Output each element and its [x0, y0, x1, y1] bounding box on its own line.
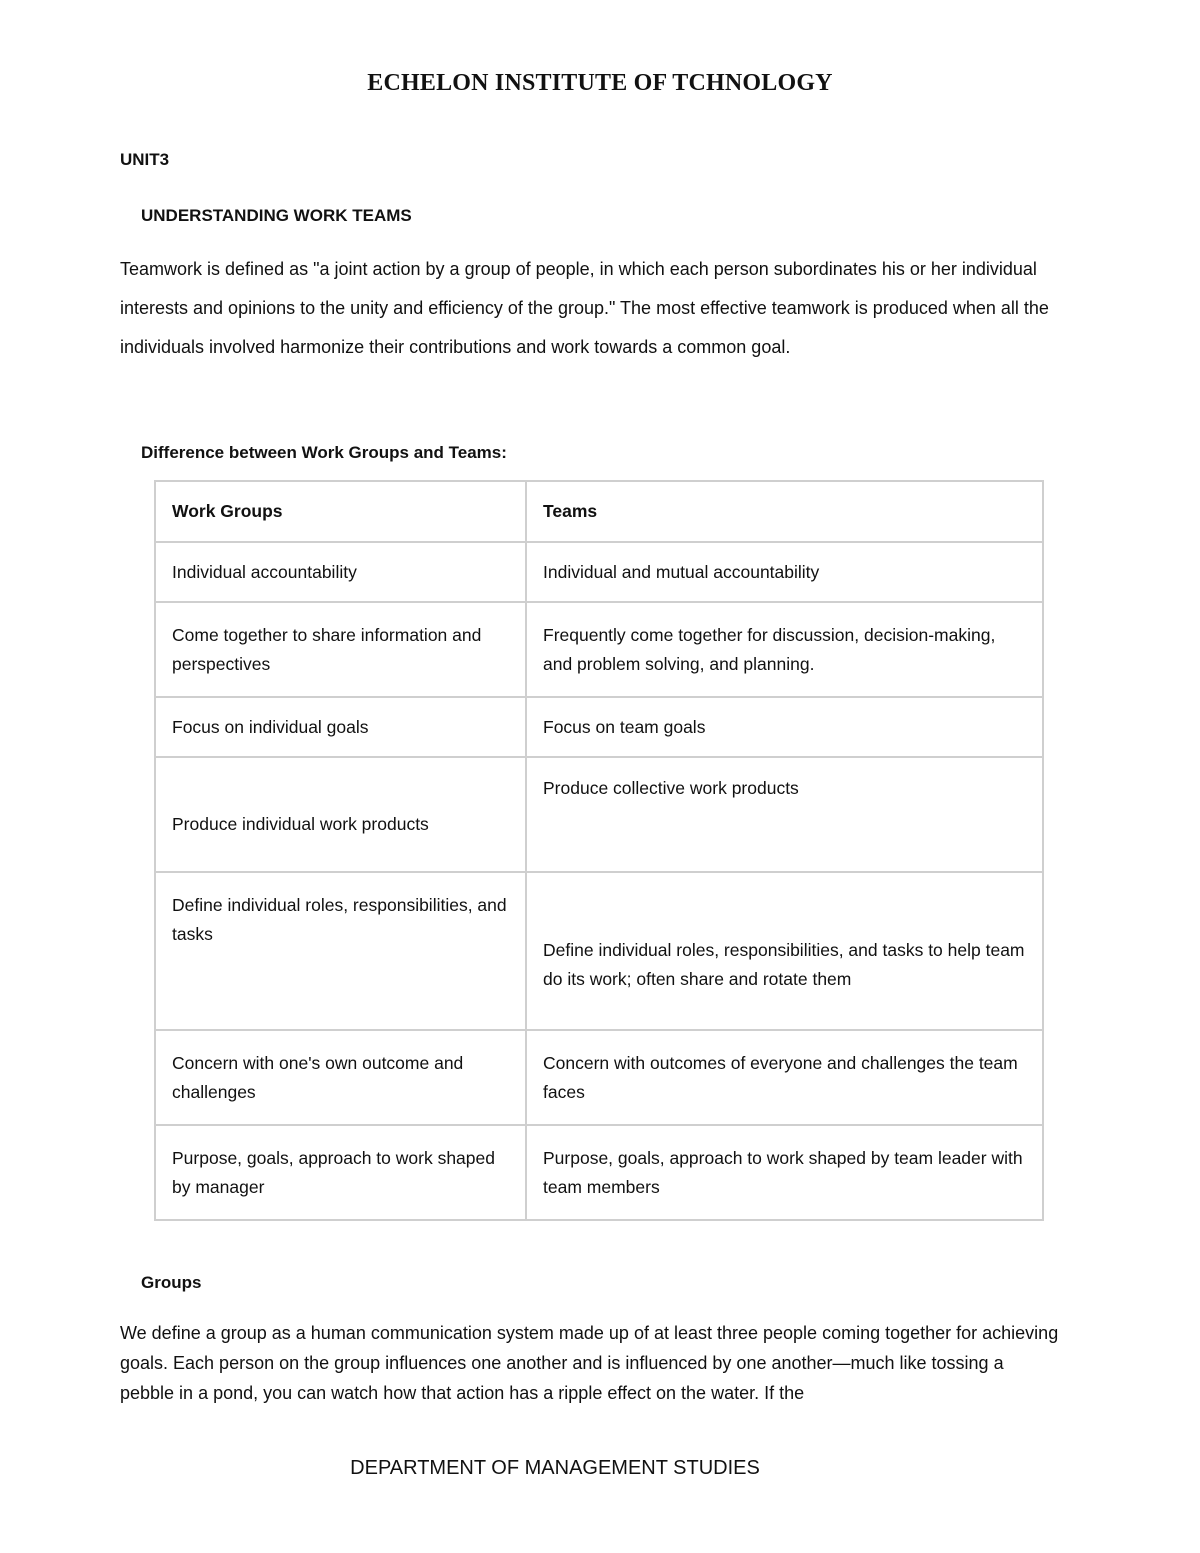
table-cell-work-groups: Concern with one's own outcome and challenges — [155, 1030, 526, 1125]
table-row — [155, 602, 1043, 697]
table-cell-teams: Concern with outcomes of everyone and challenges the team faces — [526, 1030, 1043, 1125]
table-header-row — [155, 481, 1043, 542]
unit-label: UNIT3 — [120, 150, 170, 169]
table-cell-work-groups: Focus on individual goals — [155, 697, 526, 757]
table-header-teams: Teams — [526, 481, 1043, 542]
table-cell-work-groups: Purpose, goals, approach to work shaped by manager — [155, 1125, 526, 1220]
groups-heading: Groups — [141, 1273, 202, 1292]
table-header-work-groups: Work Groups — [155, 481, 526, 542]
table-cell-teams: Individual and mutual accountability — [526, 542, 1043, 602]
table-cell-work-groups: Define individual roles, responsibilities, and tasks — [155, 872, 526, 1030]
table-cell-teams: Focus on team goals — [526, 697, 1043, 757]
institute-title: ECHELON INSTITUTE OF TCHNOLOGY — [367, 70, 833, 96]
table-row — [155, 542, 1043, 602]
table-cell-teams: Define individual roles, responsibilities, and tasks to help team do its work; often share and rotate them — [526, 872, 1043, 1030]
difference-heading: Difference between Work Groups and Teams: — [141, 443, 507, 462]
intro-paragraph: Teamwork is defined as "a joint action by a group of people, in which each person subordinates his or her individual interests and opinions to the unity and efficiency of the group." The most effective teamwork is produced when all the individuals involved harmonize their contributions and work towards a common goal. — [120, 259, 1049, 357]
table-row — [155, 757, 1043, 872]
table-row — [155, 697, 1043, 757]
comparison-table — [154, 480, 1044, 1221]
table-row — [155, 1030, 1043, 1125]
groups-paragraph: We define a group as a human communication system made up of at least three people coming together for achieving goals. Each person on the group influences one another and is influenced by one another—much like tossing a pebble in a pond, you can watch how that action has a ripple effect on the water. If the — [120, 1323, 1059, 1403]
table-cell-teams: Frequently come together for discussion, decision-making, and problem solving, and planning. — [526, 602, 1043, 697]
table-cell-teams: Purpose, goals, approach to work shaped by team leader with team members — [526, 1125, 1043, 1220]
section-heading: UNDERSTANDING WORK TEAMS — [141, 206, 412, 225]
table-cell-work-groups: Come together to share information and perspectives — [155, 602, 526, 697]
table-cell-teams: Produce collective work products — [526, 757, 1043, 872]
table-row — [155, 1125, 1043, 1220]
department-footer: DEPARTMENT OF MANAGEMENT STUDIES — [350, 1457, 760, 1479]
table-cell-work-groups: Produce individual work products — [155, 757, 526, 872]
table-cell-work-groups: Individual accountability — [155, 542, 526, 602]
table-row — [155, 872, 1043, 1030]
